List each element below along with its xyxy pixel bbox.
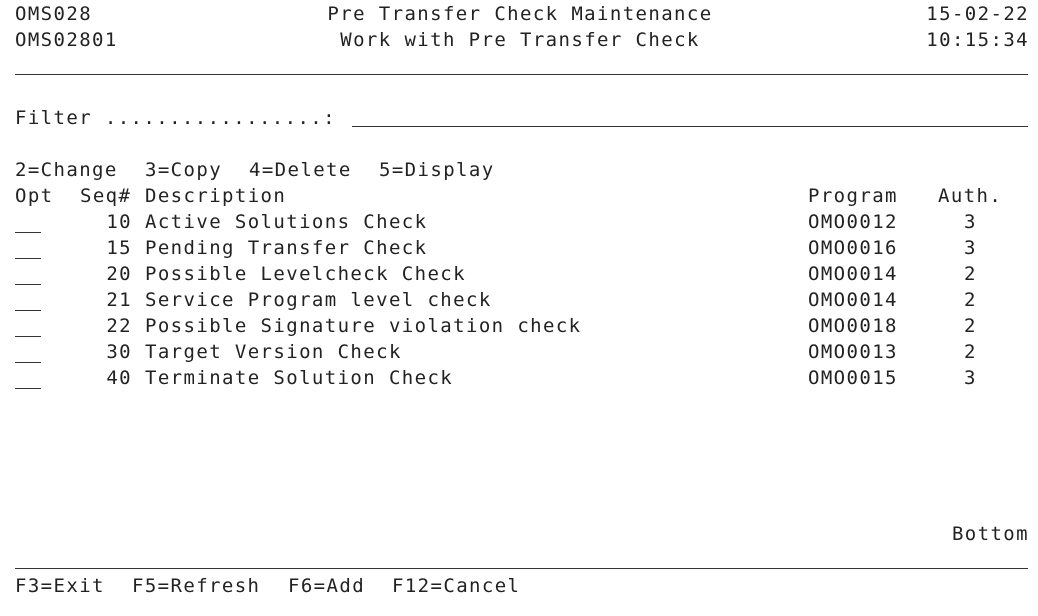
program-name: OMO0013 <box>808 341 898 363</box>
option-copy: 3=Copy <box>145 159 223 181</box>
option-input[interactable] <box>15 316 41 337</box>
time-display: 10:15:34 <box>926 29 1029 51</box>
option-display: 5=Display <box>379 159 495 181</box>
column-header-program: Program <box>808 185 898 207</box>
check-description: Service Program level check <box>145 289 492 311</box>
f3-exit-key[interactable]: F3=Exit <box>15 575 105 597</box>
f6-add-key[interactable]: F6=Add <box>288 575 366 597</box>
date-display: 15-02-22 <box>926 3 1029 25</box>
auth-level: 3 <box>964 237 977 259</box>
check-description: Pending Transfer Check <box>145 237 428 259</box>
auth-level: 3 <box>964 211 977 233</box>
filter-label: Filter .................: <box>15 107 336 129</box>
seq-number: 22 <box>106 315 132 337</box>
column-header-auth: Auth. <box>938 185 1003 207</box>
program-name: OMO0016 <box>808 237 898 259</box>
f12-cancel-key[interactable]: F12=Cancel <box>392 575 521 597</box>
auth-level: 2 <box>964 315 977 337</box>
option-input[interactable] <box>15 368 41 389</box>
check-description: Possible Signature violation check <box>145 315 582 337</box>
column-header-opt: Opt <box>15 185 54 207</box>
program-id: OMS028 <box>15 3 93 25</box>
filter-input[interactable] <box>352 106 1028 127</box>
program-name: OMO0012 <box>808 211 898 233</box>
auth-level: 2 <box>964 263 977 285</box>
option-change: 2=Change <box>15 159 118 181</box>
f5-refresh-key[interactable]: F5=Refresh <box>132 575 261 597</box>
check-description: Possible Levelcheck Check <box>145 263 466 285</box>
check-description: Terminate Solution Check <box>145 367 454 389</box>
screen-title: Pre Transfer Check Maintenance <box>327 3 713 25</box>
auth-level: 2 <box>964 289 977 311</box>
seq-number: 15 <box>106 237 132 259</box>
option-delete: 4=Delete <box>249 159 352 181</box>
footer-divider <box>15 568 1028 569</box>
header-divider <box>15 74 1028 75</box>
screen-id: OMS02801 <box>15 29 118 51</box>
option-input[interactable] <box>15 290 41 311</box>
check-description: Active Solutions Check <box>145 211 428 233</box>
seq-number: 30 <box>106 341 132 363</box>
screen-subtitle: Work with Pre Transfer Check <box>340 29 700 51</box>
more-indicator: Bottom <box>951 523 1029 545</box>
seq-number: 10 <box>106 211 132 233</box>
auth-level: 3 <box>964 367 977 389</box>
auth-level: 2 <box>964 341 977 363</box>
option-input[interactable] <box>15 342 41 363</box>
column-header-description: Description <box>145 185 287 207</box>
seq-number: 20 <box>106 263 132 285</box>
seq-number: 40 <box>106 367 132 389</box>
seq-number: 21 <box>106 289 132 311</box>
option-input[interactable] <box>15 212 41 233</box>
program-name: OMO0014 <box>808 263 898 285</box>
check-description: Target Version Check <box>145 341 402 363</box>
program-name: OMO0014 <box>808 289 898 311</box>
column-header-seq: Seq# <box>80 185 132 207</box>
program-name: OMO0015 <box>808 367 898 389</box>
option-input[interactable] <box>15 238 41 259</box>
option-input[interactable] <box>15 264 41 285</box>
program-name: OMO0018 <box>808 315 898 337</box>
